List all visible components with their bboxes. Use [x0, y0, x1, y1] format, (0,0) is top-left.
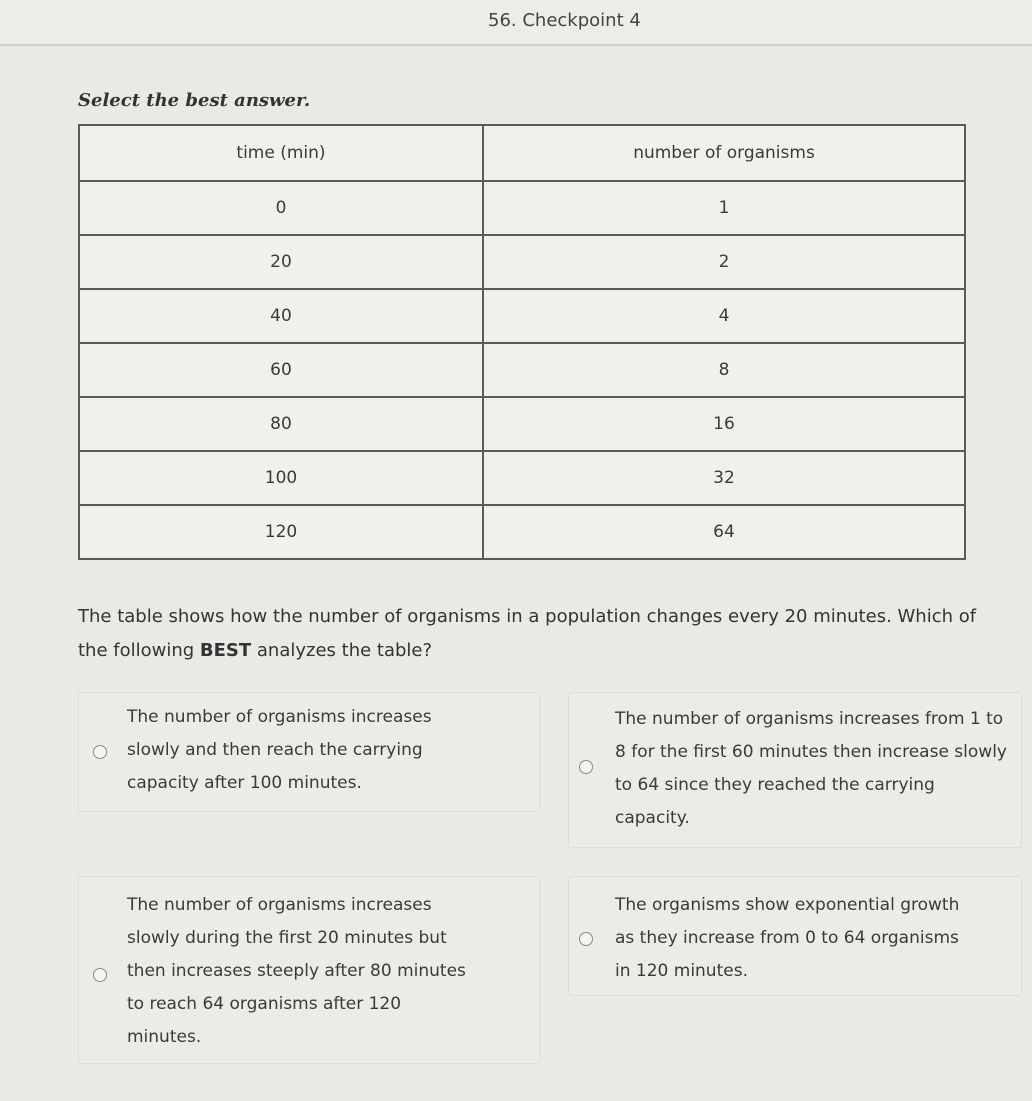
- answer-option-a[interactable]: [78, 692, 540, 812]
- table-row: [79, 289, 965, 343]
- organisms-cell: 32: [483, 451, 965, 505]
- radio-button-d[interactable]: [579, 932, 593, 946]
- time-cell: 60: [79, 343, 483, 397]
- column-header-time: time (min): [79, 125, 483, 181]
- column-header-organisms: number of organisms: [483, 125, 965, 181]
- organisms-cell: 64: [483, 505, 965, 559]
- time-cell: 20: [79, 235, 483, 289]
- table-row: [79, 235, 965, 289]
- time-cell: 120: [79, 505, 483, 559]
- answer-option-c[interactable]: [78, 876, 540, 1064]
- answer-option-b[interactable]: [568, 692, 1022, 848]
- page-title: 56. Checkpoint 4: [488, 10, 641, 31]
- question-emphasis: BEST: [199, 640, 252, 661]
- time-cell: 80: [79, 397, 483, 451]
- answer-option-d-text: The organisms show exponential growth as they increase from 0 to 64 organisms in 120 minutes.: [615, 895, 960, 981]
- data-table: [78, 124, 966, 560]
- table-row: [79, 181, 965, 235]
- instruction-text: Select the best answer.: [78, 90, 311, 111]
- organisms-cell: 2: [483, 235, 965, 289]
- radio-button-c[interactable]: [93, 968, 107, 982]
- time-cell: 40: [79, 289, 483, 343]
- radio-button-a[interactable]: [93, 745, 107, 759]
- radio-button-b[interactable]: [579, 760, 593, 774]
- table-header-row: [79, 125, 965, 181]
- answer-option-c-text: The number of organisms increases slowly during the first 20 minutes but then increases steeply after 80 minutes to reach 64 organisms after 120 minutes.: [127, 895, 466, 1047]
- table-row: [79, 505, 965, 559]
- organisms-cell: 4: [483, 289, 965, 343]
- organisms-cell: 8: [483, 343, 965, 397]
- question-part-1: The table shows how the number of organisms in a population changes every 20 minutes. Which of the following: [78, 606, 977, 661]
- question-text: [78, 600, 998, 668]
- answer-option-b-text: The number of organisms increases from 1 to 8 for the first 60 minutes then increase slowly to 64 since they reached the carrying capacity.: [615, 709, 1007, 828]
- time-cell: 0: [79, 181, 483, 235]
- time-cell: 100: [79, 451, 483, 505]
- page-header: [0, 0, 1032, 46]
- question-part-2: analyzes the table?: [251, 640, 433, 661]
- organisms-cell: 16: [483, 397, 965, 451]
- answer-option-d[interactable]: [568, 876, 1022, 996]
- organisms-cell: 1: [483, 181, 965, 235]
- table-row: [79, 451, 965, 505]
- table-row: [79, 343, 965, 397]
- answer-option-a-text: The number of organisms increases slowly and then reach the carrying capacity after 100 minutes.: [127, 707, 432, 793]
- table-row: [79, 397, 965, 451]
